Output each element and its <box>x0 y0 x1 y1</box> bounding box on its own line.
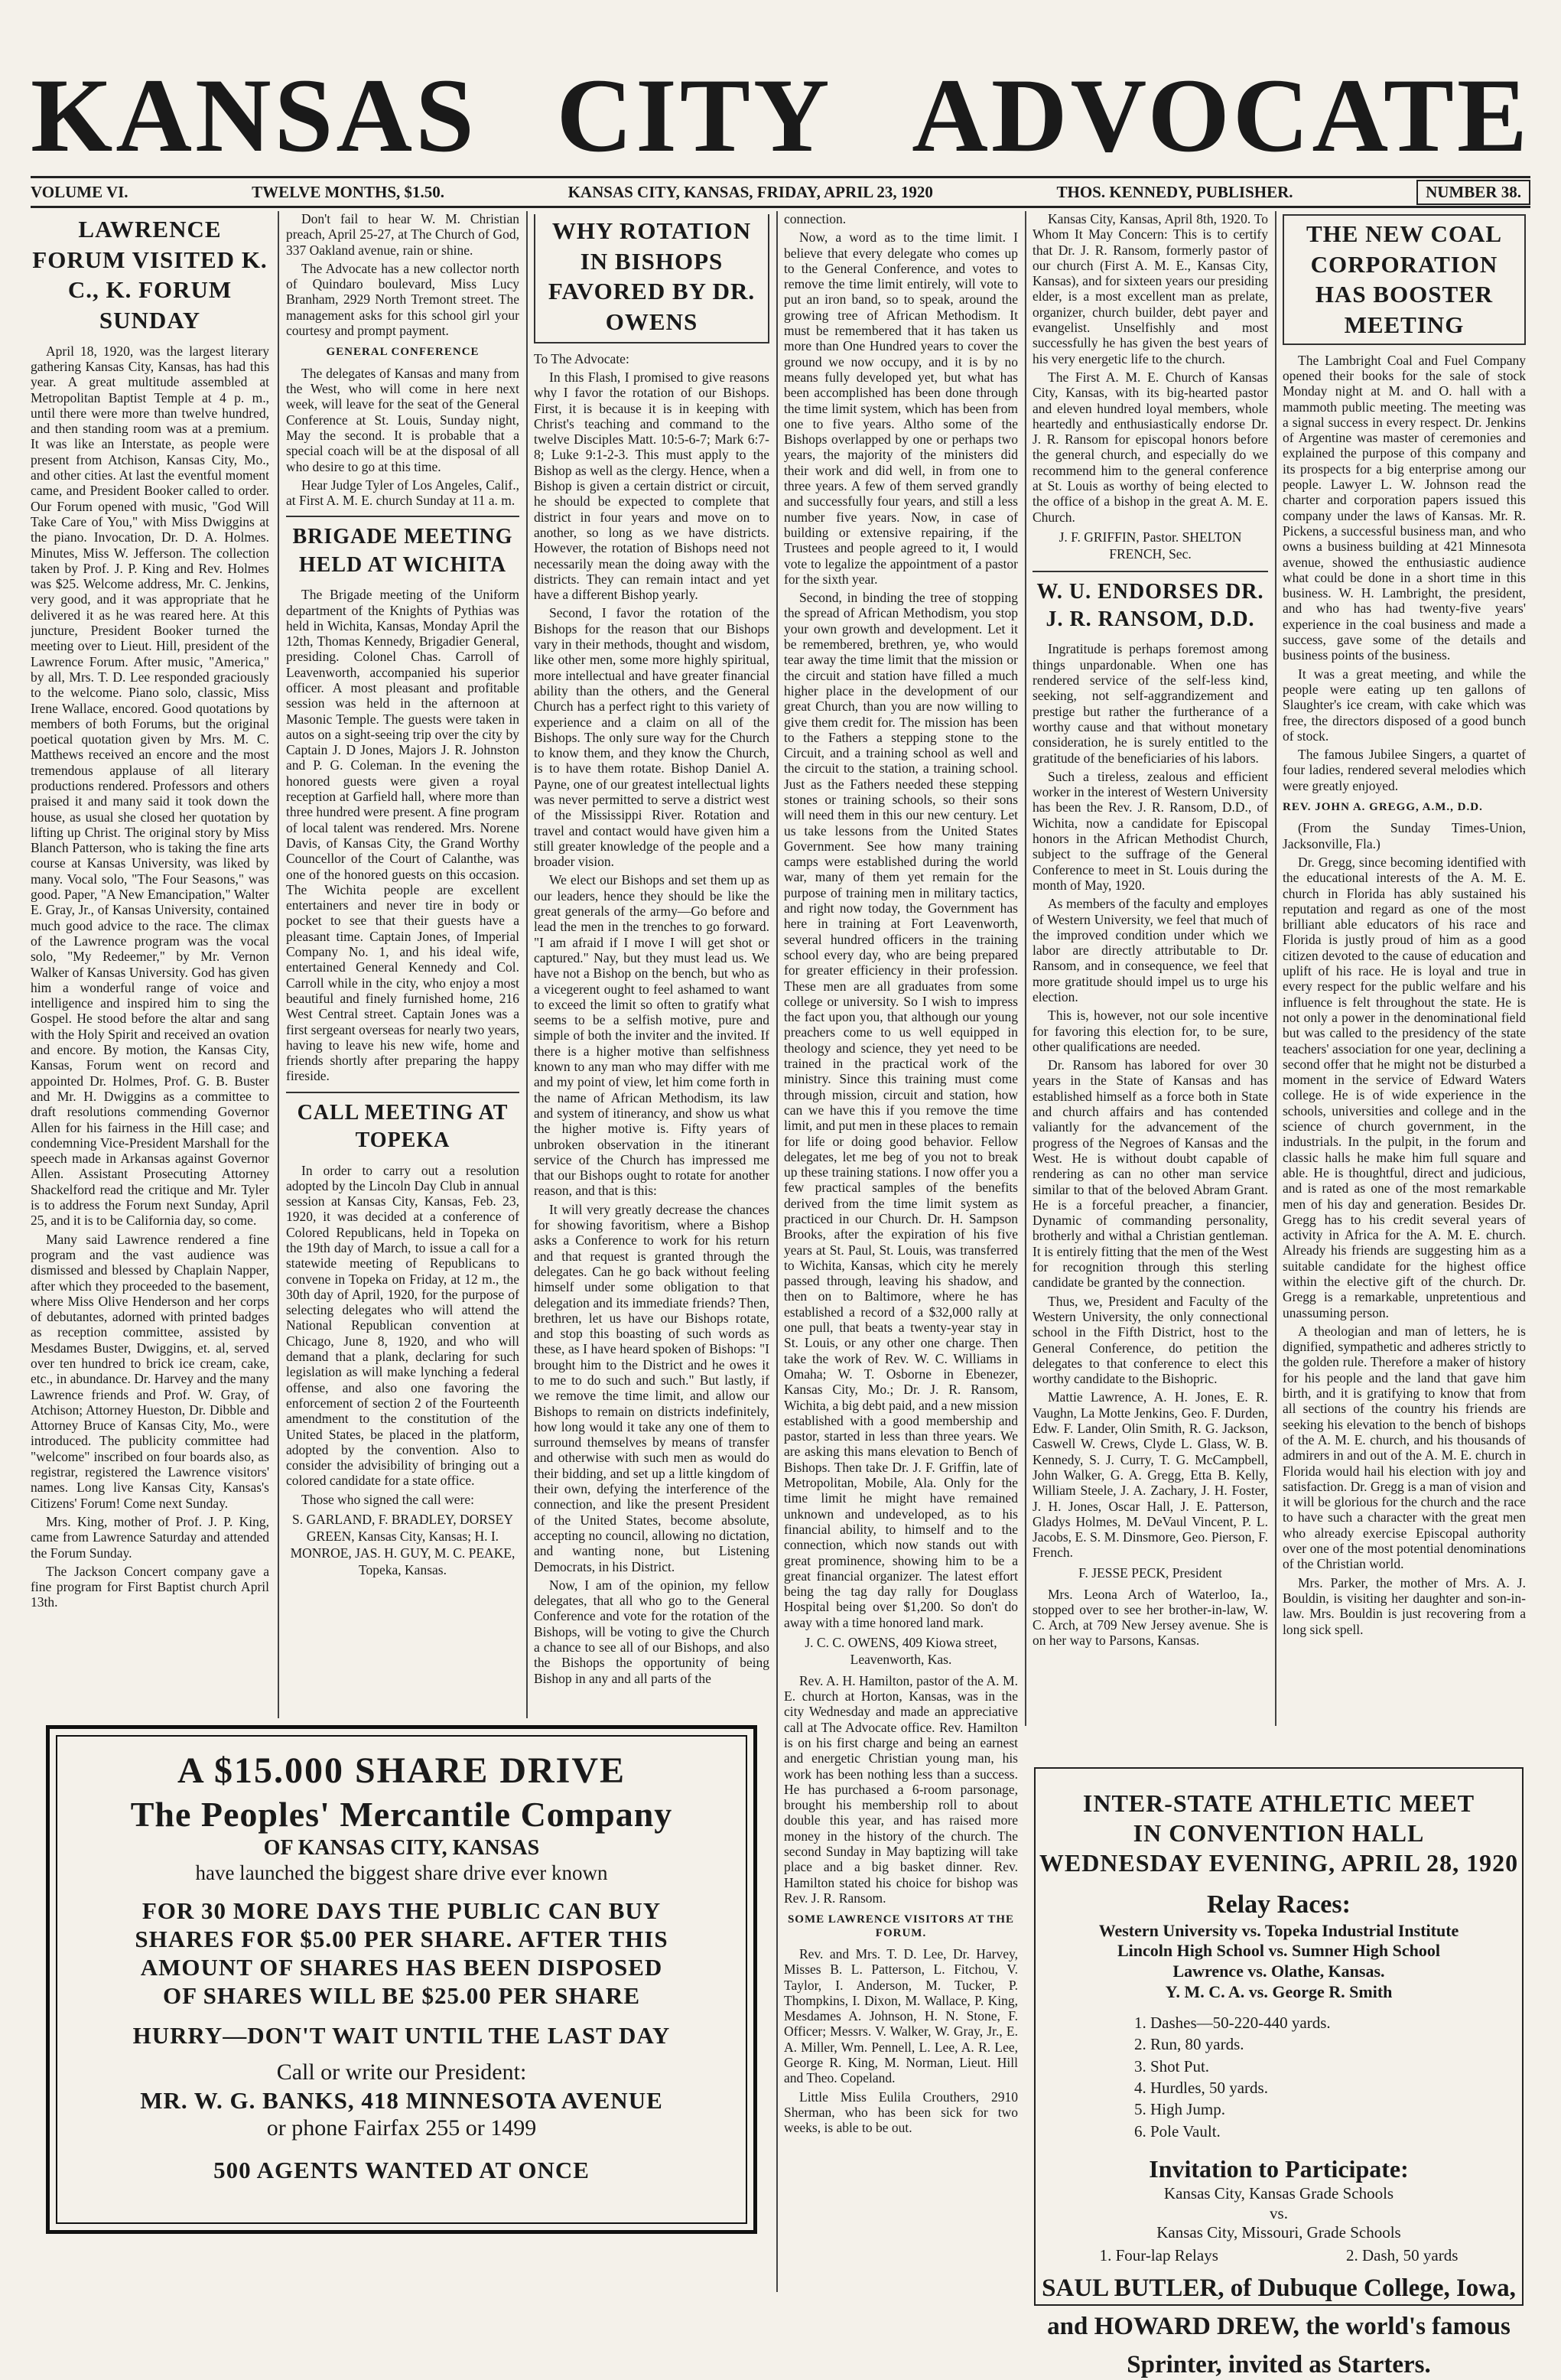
ad-company-location: OF KANSAS CITY, KANSAS <box>263 1835 540 1860</box>
athletic-meet-ad <box>1034 1767 1524 2379</box>
share-drive-ad <box>46 1725 757 2234</box>
notice-paragraph: Don't fail to hear W. M. Christian preach, April 25-27, at The Church of God, 337 Oakland avenue, rain or shine. <box>286 211 519 258</box>
events-list <box>1150 2012 1522 2142</box>
article-paragraph: We elect our Bishops and set them up as our leaders, hence they should be like the great generals of the army—Go before and lead the men in the trenches to go forward. "I am afraid if I move I will get shot or captured." Nay, but they must lead us. We have not a Bishop on the bench, but who as a vicegerent ought to feel ashamed to want to exceed the limit so often to gratify what seems to be a selfish motive, pure and simple of both the inviter and the invited. If there is a higher motive than selfishness known to any man who may differ with me and my point of view, let him come forth in the name of African Methodism, its law and system of itinerancy, and show us what the higher motive is. Fifty years of unbroken observation in the itinerant service of the Church has impressed me that our Bishops ought to rotate for another reason, and that is this: <box>534 872 769 1199</box>
athletic-meet-text <box>1036 1769 1522 2380</box>
article-paragraph: Mrs. Leona Arch of Waterloo, Ia., stopped over to see her brother-in-law, W. C. Arch, at 709 New Jersey avenue. She is on her way to Parsons, Kansas. <box>1033 1586 1268 1649</box>
grade-event-item: 1. Four-lap Relays <box>1099 2245 1218 2264</box>
athletic-title: INTER-STATE ATHLETIC MEET <box>1082 1789 1475 1817</box>
ad-offer-line: FOR 30 MORE DAYS THE PUBLIC CAN BUY <box>141 1897 662 1924</box>
signature-owens: J. C. C. OWENS, 409 Kiowa street, Leavenworth, Kas. <box>805 1635 997 1667</box>
ad-president-address: MR. W. G. BANKS, 418 MINNESOTA AVENUE <box>140 2086 663 2114</box>
article-paragraph: It was a great meeting, and while the people were eating up ten gallons of Slaughter's ice cream, with cake which was free, the directors disposed of a good bunch of stock. <box>1283 666 1526 744</box>
article-paragraph: In this Flash, I promised to give reasons why I favor the rotation of our Bishops. First, it is because it is in keeping with Christ's teaching and command to the twelve Disciples Matt. 10:5-6-7; Mark 6:7-8; Luke 9:1-2-3. This must apply to the Bishop as well as the clergy. Hence, when a Bishop is given a certain district or circuit, he should be expected to complete that district in four years and move on to another, so long as we have districts. However, the rotation of Bishops need not necessarily mean the doing away with the districts. They can remain intact and yet have a different Bishop yearly. <box>534 369 769 603</box>
signature-peck: F. JESSE PECK, President <box>1078 1564 1222 1581</box>
masthead-city: CITY <box>556 57 833 174</box>
event-item: 6. Pole Vault. <box>1150 2121 1522 2142</box>
ad-offer-line: SHARES FOR $5.00 PER SHARE. AFTER THIS <box>135 1925 668 1952</box>
article-paragraph: Dr. Gregg, since becoming identified with the educational interests of the A. M. E. church in Florida has ably sustained his reputation and regard as one of the most brilliant able educators of his race and Florida is justly proud of him as a good citizen devoted to the cause of education and uplift of his race. He is loyal and true in every respect for the public welfare and his influence is felt throughout the state. He is not only a power in the denominational field but was called to the presidency of the state teachers' association for one year, declining a second offer that he might not be disturbed a moment in the service of Edward Waters college. He is of wide experience in the schools, universities and college and in the science of church government, in the industrials. In the pulpit, in the forum and classic halls he make him full square and able. He is thoughtful, direct and judicious, and is rated as one of the most remarkable men of his day and generation. Besides Dr. Gregg has to his credit several years of activity in Africa for the A. M. E. church. Already his friends are suggesting him as a suitable candidate for the highest office within the elective gift of the church. Dr. Gregg is a remarkable, unpretentious and unassuming person. <box>1283 854 1526 1320</box>
relay-matchup: Western University vs. Topeka Industrial Institute <box>1098 1920 1459 1940</box>
dateline: KANSAS CITY, KANSAS, FRIDAY, APRIL 23, 1920 <box>567 182 933 201</box>
article-paragraph: Now, I am of the opinion, my fellow delegates, that all who go to the General Conference and vote for the rotation of the Bishops, will be voting to give the Church a chance to see all of our Bishops, and also the Bishops the opportunity of being Bishop in any and all parts of the <box>534 1577 769 1686</box>
athletic-venue: IN CONVENTION HALL <box>1133 1819 1425 1848</box>
article-paragraph: The famous Jubilee Singers, a quartet of four ladies, rendered several melodies which were greatly enjoyed. <box>1283 747 1526 793</box>
article-paragraph: Dr. Ransom has labored for over 30 years in the State of Kansas and has established himself as a force both in State and church affairs and has contended valiantly for the advancement of the progress of the Negroes of Kansas and the West. He is without doubt capable of rendering as can no other man service similar to that of the beloved Abram Grant. He is a forceful preacher, a financier, Dynamic of commanding personality, brotherly and withal a Christian gentleman. It is entirely fitting that the men of the West for recognition through this sterling candidate be granted by the connection. <box>1033 1057 1268 1291</box>
starters-line: and HOWARD DREW, the world's famous <box>1047 2313 1511 2341</box>
athletic-date: WEDNESDAY EVENING, APRIL 28, 1920 <box>1039 1849 1519 1877</box>
grade-event-item: 2. Dash, 50 yards <box>1346 2245 1459 2264</box>
notice-paragraph: Hear Judge Tyler of Los Angeles, Calif., at First A. M. E. church Sunday at 11 a. m. <box>286 477 519 509</box>
letter-paragraph: Kansas City, Kansas, April 8th, 1920. To Whom It May Concern: This is to certify that Dr. J. R. Ransom, formerly pastor of our church (First A. M. E., Kansas City, Kansas), and for sixteen years our presiding elder, is a most excellent man as prelate, organizer, church builder, debt payer and evangelist. Unselfishly and most successfully he has given the best years of his very energetic life to the church. <box>1033 211 1268 366</box>
starters-line: Sprinter, invited as Starters. <box>1127 2351 1431 2379</box>
article-paragraph: Many said Lawrence rendered a fine program and the vast audience was dismissed and blessed by Chaplain Napper, after which they proceeded to the basement, where Miss Olive Henderson and her corps of debutantes, adorned with printed badges as reception committee, assisted by Mesdames Buster, Dwiggins, et. al, served over ten hundred to brick ice cream, cake, etc., in abundance. Dr. Harvey and the many Lawrence friends and Prof. W. Gray, of Atchison; Attorney Hueston, Dr. Dibble and Attorney Bruce of Kansas City, Mo., were introduced. The publicity committee had "welcome" inscribed on four boards also, as registrar, registered the Lawrence visitors' names. Long live Kansas City, Kansas's Citizens' Forum! Come next Sunday. <box>31 1231 269 1511</box>
subhead-lawrence-visitors: SOME LAWRENCE VISITORS AT THE FORUM. <box>787 1913 1015 1939</box>
starters-line: SAUL BUTLER, of Dubuque College, Iowa, <box>1042 2274 1516 2303</box>
notice-paragraph: The Advocate has a new collector north of Quindaro boulevard, Miss Lucy Branham, 2929 North Tremont street. The management asks for this school girl your courtesy and prompt payment. <box>286 260 519 339</box>
article-paragraph: Thus, we, President and Faculty of the Western University, the only connectional school in the Fifth District, host to the General Conference, do petition the delegates to that conference to elect this worthy candidate to the Bishopric. <box>1033 1293 1268 1387</box>
column-6 <box>1283 211 1526 1726</box>
article-paragraph: The Jackson Concert company gave a fine program for First Baptist church April 13th. <box>31 1563 269 1610</box>
article-paragraph: Ingratitude is perhaps foremost among things unpardonable. When one has rendered service of the self-less kind, seeking, not self-aggrandizement and prestige but rather the furtherance of a worthy cause and that without monetary consideration, he is surely entitled to the gratitude of the beneficiaries of his labors. <box>1033 641 1268 766</box>
event-item: 3. Shot Put. <box>1150 2056 1522 2077</box>
headline-lawrence-forum: LAWRENCE FORUM VISITED K. C., K. FORUM SUNDAY <box>32 216 268 334</box>
share-drive-ad-text <box>50 1749 753 2184</box>
article-paragraph: Rev. A. H. Hamilton, pastor of the A. M. E. church at Horton, Kansas, was in the city Wednesday and made an appreciative call at The Advocate office. Rev. Hamilton is on his first charge and being an earnest and energetic Christian young man, his work has been nothing less than a success. He has purchased a 6-room parsonage, brought his membership roll to about double this year, and has raised more money in the history of the church. The second Sunday in May baptizing will take place and a big basket dinner. Rev. Hamilton stated his choice for bishop was Rev. J. R. Ransom. <box>784 1672 1018 1906</box>
relay-matchup: Lincoln High School vs. Sumner High School <box>1117 1941 1440 1961</box>
column-2 <box>286 211 519 1718</box>
relay-matchup: Lawrence vs. Olathe, Kansas. <box>1172 1962 1385 1981</box>
column-rule <box>278 211 279 1718</box>
headline-coal-corporation: THE NEW COAL CORPORATION HAS BOOSTER MEETING <box>1283 214 1526 345</box>
subhead-gregg: REV. JOHN A. GREGG, A.M., D.D. <box>1283 801 1483 813</box>
ad-phone: or phone Fairfax 255 or 1499 <box>266 2115 537 2141</box>
ad-tagline: have launched the biggest share drive ever known <box>195 1861 608 1885</box>
article-paragraph: Second, in binding the tree of stopping the spread of African Methodism, you stop your own growth and development. Let it be remembered, brethren, ye, who would tear away the time limit that the mission or the circuit and station have filled a much higher place in the development of our great Church, than you are now willing to give them credit for. The mission has been to the Fathers a stepping stone to the Circuit, and a training school as well and the circuit to the station, a training school. Just as the Fathers needed these stepping stones or training schools, so their sons will need them in this our new century. Let us take lessons from the United States Government. See how many training camps were established during the world war, many of them yet remain for the purpose of training men in military tactics, and right now today, the Government has here in training at Fort Leavenworth, several hundred officers in the training school every day, who are being prepared for greater efficiency in their profession. These men are all graduates from some college or university. So I wish to impress the fact upon you, that although our young preachers come to us well equipped in theology and science, they yet need to be trained in the practical work of the ministry. Since this training must come through mission, circuit and station, how can we have this if you remove the time limit, and put men in these places to remain for life or doing good behavior. Fellow delegates, let me beg of you not to break up these training stations. I now offer you a few practical samples of the benefits derived from the time limit system as practiced in our Church. Dr. H. Sampson Brooks, after the expiration of his five years at St. Paul, St. Louis, was transferred to Wichita, Kansas, which city he merely passed through, leaving his shadow, and then on to Baltimore, where he has established a record of a $32,000 rally at one pull, that beats a twenty-year stay in St. Louis, or any other one charge. Then take the work of Rev. W. C. Williams in Omaha; W. T. Osborne in Ebenezer, Kansas City, Mo.; Dr. J. R. Ransom, Wichita, a big debt paid, and a new mission established with a good membership and pastor, started in less than three years. We are asking this mans elevation to Bench of Bishops. Then take Dr. J. F. Griffin, late of Metropolitan, Mobile, Ala. Only for the time limit he might have remained unknown and undeveloped, as to his financial ability, to himself and to the connection, which now stands out with great prominence, showing him to be a great financial organizer. The latest effort being the tag day rally for Douglass Hospital being over $1,200. So don't do away with a time honored land mark. <box>784 590 1018 1630</box>
event-item: 4. Hurdles, 50 yards. <box>1150 2077 1522 2098</box>
invitation-heading: Invitation to Participate: <box>1149 2154 1409 2183</box>
newspaper-page <box>31 15 1530 2379</box>
ad-agents-wanted: 500 AGENTS WANTED AT ONCE <box>213 2156 590 2183</box>
ad-offer-line: OF SHARES WILL BE $25.00 PER SHARE <box>163 1982 640 2010</box>
grade-schools-mo: Kansas City, Missouri, Grade Schools <box>1156 2223 1401 2242</box>
column-1 <box>31 211 269 1718</box>
ad-contact-intro: Call or write our President: <box>276 2059 527 2085</box>
publisher: THOS. KENNEDY, PUBLISHER. <box>1056 182 1293 201</box>
ad-company-name: The Peoples' Mercantile Company <box>130 1794 673 1834</box>
article-paragraph: Mrs. Parker, the mother of Mrs. A. J. Bouldin, is visiting her daughter and son-in-law. Mrs. Bouldin is just recovering from a long sick spell. <box>1283 1574 1526 1637</box>
column-rule <box>526 211 528 1718</box>
salutation: To The Advocate: <box>534 350 629 366</box>
column-5 <box>1033 211 1268 1726</box>
issue-number: NUMBER 38. <box>1416 180 1530 205</box>
masthead-advocate: ADVOCATE <box>912 57 1530 174</box>
ad-headline: A $15.000 SHARE DRIVE <box>177 1750 626 1791</box>
article-paragraph: The delegates of Kansas and many from the West, who will come in here next week, will leave for the seat of the General Conference at St. Louis, Sunday night, May the second. It is probable that a special coach will be at the disposal of all who desire to go at this time. <box>286 365 519 474</box>
column-3 <box>534 211 769 1718</box>
event-item: 5. High Jump. <box>1150 2098 1522 2120</box>
relay-races-heading: Relay Races: <box>1207 1890 1351 1919</box>
article-paragraph: It will very greatly decrease the chances for showing favoritism, where a Bishop asks a Conference to work for his return and that request is granted through the delegates. Can he go back without feeling himself under some obligation to that delegation and its immediate friends? Then, brethren, let us have our Bishops rotate, and stop this boasting of such words as these, as I have heard spoken of Bishops: "I brought him to the District and he owes it to me to do such and such." But lastly, if we remove the time limit, and allow our Bishops to remain on districts indefinitely, how long would it take any one of them to surround themselves by means of transfer and otherwise with such men as would do their bidding, and set up a little kingdom of their own, defying the interference of the connection, and like the present President of the United States, become absolute, accepting no council, allowing no dictation, and wanting none, but Listening Democrats, in his District. <box>534 1201 769 1574</box>
article-paragraph: The Brigade meeting of the Uniform department of the Knights of Pythias was held in Wichita, Kansas, Monday April the 12th, Thomas Kennedy, Brigadier General, presiding. Colonel Chas. Carroll of Leavenworth, accompanied his superior officer. A most pleasant and profitable session was held in the afternoon at Masonic Temple. The guests were taken in autos on a sight-seeing trip over the city by Captain J. D Jones, Majors J. R. Johnston and P. G. Coleman. In the evening the honored guests were given a royal reception at Garfield hall, where more than three hundred were present. A fine program of local talent was rendered. Mrs. Norene Davis, of Kansas City, the Grand Worthy Councellor of the Court of Calanthe, was one of the honored guests on this occasion. The Wichita people are excellent entertainers and never tire in body or pocket to see that their guests have a pleasant time. Captain Jones, of Imperial Company No. 1, and his ideal wife, entertained General Kennedy and Col. Carroll while in the city, who enjoy a most beautiful and finely furnished home, 216 West Central street. Captain Jones was a first sergeant overseas for nearly two years, having to leave his new wife, home and friends shortly after preparing the happy fireside. <box>286 587 519 1084</box>
grade-events <box>1036 2246 1522 2266</box>
headline-call-meeting: CALL MEETING AT TOPEKA <box>286 1092 519 1155</box>
masthead-kansas: KANSAS <box>31 57 477 174</box>
article-paragraph: This is, however, not our sole incentive for favoring this election for, to be sure, other qualifications are needed. <box>1033 1008 1268 1054</box>
subhead-general-conference: GENERAL CONFERENCE <box>326 346 480 359</box>
subscription-terms: TWELVE MONTHS, $1.50. <box>252 182 444 201</box>
column-4 <box>784 211 1018 2292</box>
article-paragraph: (From the Sunday Times-Union, Jacksonville, Fla.) <box>1283 820 1526 851</box>
letter-paragraph: The First A. M. E. Church of Kansas City, Kansas, with its big-hearted pastor and eleven hundred loyal members, whole heartedly and enthusiastically endorse Dr. J. R. Ransom for episcopal honors before the general church, and especially do we recommend him to the general conference at St. Louis as worthy of being elected to the office of a bishop in the great A. M. E. Church. <box>1033 369 1268 525</box>
event-item: 1. Dashes—50-220-440 yards. <box>1150 2012 1522 2033</box>
article-paragraph: As members of the faculty and employes of Western University, we feel that much of the improved condition under which we labor are directly attributable to Dr. Ransom, and in consequence, we feel that more gratitude should impel us to urge his election. <box>1033 896 1268 1004</box>
column-rule <box>776 211 778 2292</box>
article-paragraph: The Lambright Coal and Fuel Company opened their books for the sale of stock Monday night at M. and O. hall with a mammoth public meeting. The meeting was a signal success in every respect. Dr. Jenkins of Argentine was master of ceremonies and explained the purpose of this company and its prospects for a big enterprise among our people. Lawyer L. W. Johnson read the charter and corporation papers issued this company under the laws of Kansas. Mr. R. Pickens, a successful business man, and who owns a business building at 421 Minnesota avenue, showed the enthusiastic audience what could be done in a short time in this business. W. H. Lambright, the president, and who has had twenty-five years' experience in the coal business and made a success, gave some of the details and business points of the business. <box>1283 352 1526 663</box>
article-paragraph: April 18, 1920, was the largest literary gathering Kansas City, Kansas, has had this year. A great multitude assembled at Metropolitan Baptist Temple at 4 p. m., until there were more than twelve hundred, and then standing room was at a premium. It was like an Interstate, as people were present from Atchison, Kansas City, Mo., and other cities. At last the eventful moment came, and President Booker called to order. Our Forum opened with music, "God Will Take Care of You," with Miss Dwiggins at the piano. Invocation, Dr. D. A. Holmes. Minutes, Miss W. Jefferson. The collection taken by Prof. J. P. King and Rev. Holmes was $25. Welcome address, Mr. C. Jenkins, very good, and it was appropriate that he delivered it as he was reared here. At this juncture, President Booker turned the meeting over to Lieut. Hill, president of the Lawrence Forum. After music, "America," by all, Mrs. T. D. Lee responded graciously to the welcome. Piano solo, classic, Miss Irene Wallace, encored. Good quotations by members of both Forums, but the original poetical quotation given by Mrs. M. C. Matthews received an encore and the most tremendous applause of all literary productions rendered. Professors and others praised it and many said it took down the house, as usual she closed her quotation by lifting up Christ. The original story by Miss Blanch Patterson, who is taking the fine arts course at Kansas University, was liked by many. Vocal solo, "The Four Seasons," was good. Paper, "A New Emancipation," Walter E. Gray, Jr., of Kansas University, contained much good advice to the race. The climax of the Lawrence program was the vocal solo, "My Redeemer," by Mr. Vernon Walker of Kansas University. God has given him a wonderful range of voice and intelligence and inspired him to sing the Gospel. He stood before the altar and sang with the Holy Spirit and received an ovation and encore. By motion, the Kansas City, Kansas, Forum went on record and appointed Dr. Holmes, Prof. G. B. Buster and Mr. H. Dwiggins as a committee to draft resolutions commending Governor Allen for his fairness in the Hill case; and condemning Vice-President Marshall for the speech made in Arkansas against Governor Allen. Assistant Prosecuting Attorney Shackelford read the critique and Mr. Tyler is to address the Forum next Sunday, April 25, and it is to be California day, so come. <box>31 343 269 1229</box>
article-paragraph: Those who signed the call were: <box>301 1491 474 1507</box>
article-paragraph: Now, a word as to the time limit. I believe that every delegate who comes up to the General Conference, and votes to remove the time limit entirely, will vote to put an iron band, so to speak, around the growing tree of African Methodism. It must be remembered that it has taken us more than One Hundred years to cover the ground we now occupy, and it is by no means fully developed yet, but what has been accomplished has been done through the time limit system, which has been from one to five years. Altho some of the Bishops overlapped by one or perhaps two years, the majority of the ministers did their work and did well, in from one to three years. A few of them served grandly and successfully four years, and still a less number five years. Now, in case of building or extensive repairing, if the Trustees and people agreed to it, I would vote to legalize the appointment of a pastor for the sixth year. <box>784 230 1018 587</box>
folio-line <box>31 176 1530 208</box>
article-paragraph: Rev. and Mrs. T. D. Lee, Dr. Harvey, Misses B. L. Patterson, L. Fitchou, V. Taylor, I. Anderson, M. Tucker, P. Thompkins, I. Dixon, M. Wallace, P. King, Mesdames A. Johnson, H. N. Stone, F. Officer; Messrs. V. Walker, W. Gray, Jr., E. A. Miller, Wm. Pennell, L. Lee, A. R. Lee, George R. King, M. Norman, Lieut. Hill and Theo. Copeland. <box>784 1946 1018 2086</box>
ad-offer-line: AMOUNT OF SHARES HAS BEEN DISPOSED <box>140 1954 663 1981</box>
grade-schools-ks: Kansas City, Kansas Grade Schools <box>1163 2183 1394 2203</box>
signers-list: S. GARLAND, F. BRADLEY, DORSEY GREEN, Kansas City, Kansas; H. I. MONROE, JAS. H. GUY, M. C. PEAKE, Topeka, Kansas. <box>290 1512 515 1577</box>
article-paragraph: Second, I favor the rotation of the Bishops for the reason that our Bishops vary in their methods, thought and wisdom, like other men, some more highly spiritual, more intellectual and have greater financial ability than the others, and the General Church has a perfect right to this variety of experience and a claim on all of the Bishops. The only sure way for the Church to know them, and they know the Church, is to have them rotate. Bishop Daniel A. Payne, one of our greatest intellectual lights was never permitted to serve a district west of the Mississippi River. Rotation and travel and contact would have given him a still greater knowledge of the people and a broader vision. <box>534 605 769 870</box>
article-paragraph: Mattie Lawrence, A. H. Jones, E. R. Vaughn, La Motte Jenkins, Geo. F. Durden, Edw. F. Lander, Olin Smith, R. G. Jackson, Caswell W. Crews, Clyde L. Glass, W. B. Kennedy, S. J. Curry, T. G. McCampbell, John Walker, G. A. Gregg, Etta B. Kelly, William Steele, J. A. Zachary, J. H. Foster, J. H. Jones, Oscar Hall, J. E. Patterson, Gladys Holmes, M. DeVaul Vincent, P. L. Jacobs, E. S. M. Dinsmore, Geo. Pierson, F. French. <box>1033 1389 1268 1561</box>
masthead <box>31 54 1530 174</box>
event-item: 2. Run, 80 yards. <box>1150 2033 1522 2055</box>
article-paragraph: A theologian and man of letters, he is dignified, sympathetic and adheres strictly to the golden rule. Therefore a maker of history for his people and the land that gave him birth, and it is gratifying to know that from all sections of the country his friends are seeking his elevation to the bench of bishops of the A. M. E. church, and his thousands of admirers in and out of the A. M. E. church in Florida would hail his election with joy and satisfaction. Dr. Gregg is a man of vision and it will be glorious for the church and the race to have such a character with the great men who already exercise Episcopal authority over one of the most potential denominations of the Christian world. <box>1283 1323 1526 1572</box>
headline-brigade-meeting: BRIGADE MEETING HELD AT WICHITA <box>286 516 519 579</box>
article-paragraph: Mrs. King, mother of Prof. J. P. King, came from Lawrence Saturday and attended the Forum Sunday. <box>31 1513 269 1561</box>
headline-rotation-bishops: WHY ROTATION IN BISHOPS FAVORED BY DR. OWENS <box>534 214 769 343</box>
column-rule <box>1025 211 1026 1726</box>
column-rule <box>1275 211 1276 1726</box>
article-paragraph: In order to carry out a resolution adopted by the Lincoln Day Club in annual session at Kansas City, Kansas, Feb. 23, 1920, it was decided at a conference of Colored Republicans, held in Topeka on the 19th day of March, to issue a call for a statewide meeting of Republicans to convene in Topeka on Friday, at 12 m., the 30th day of April, 1920, for the purpose of selecting delegates who will attend the National Republican convention at Chicago, June 8, 1920, and who will demand that a plank, declaring for such legislation as will make lynching a federal offense, and also one favoring the enforcement of section 2 of the Fourteenth amendment to the constitution of the United States, be placed in the platform, adopted by the convention. Also to consider the advisibility of bringing out a colored candidate for a state office. <box>286 1162 519 1489</box>
ad-hurry-line: HURRY—DON'T WAIT UNTIL THE LAST DAY <box>132 2021 671 2049</box>
signature-griffin: J. F. GRIFFIN, Pastor. SHELTON FRENCH, Sec. <box>1059 529 1242 562</box>
grade-schools-vs: vs. <box>1270 2203 1288 2222</box>
article-paragraph: Little Miss Eulila Crouthers, 2910 Sherman, who has been sick for two weeks, is able to be out. <box>784 2089 1018 2136</box>
article-paragraph: connection. <box>784 211 847 226</box>
relay-matchup: Y. M. C. A. vs. George R. Smith <box>1165 1982 1393 2002</box>
volume: VOLUME VI. <box>31 182 128 201</box>
headline-wu-endorses: W. U. ENDORSES DR. J. R. RANSOM, D.D. <box>1033 571 1268 634</box>
article-paragraph: Such a tireless, zealous and efficient worker in the interest of Western University has been the Rev. J. R. Ransom, D.D., of Wichita, now a candidate for Episcopal honors in the African Methodist Church, subject to the suffrage of the General Conference to meet in St. Louis during the month of May, 1920. <box>1033 768 1268 893</box>
